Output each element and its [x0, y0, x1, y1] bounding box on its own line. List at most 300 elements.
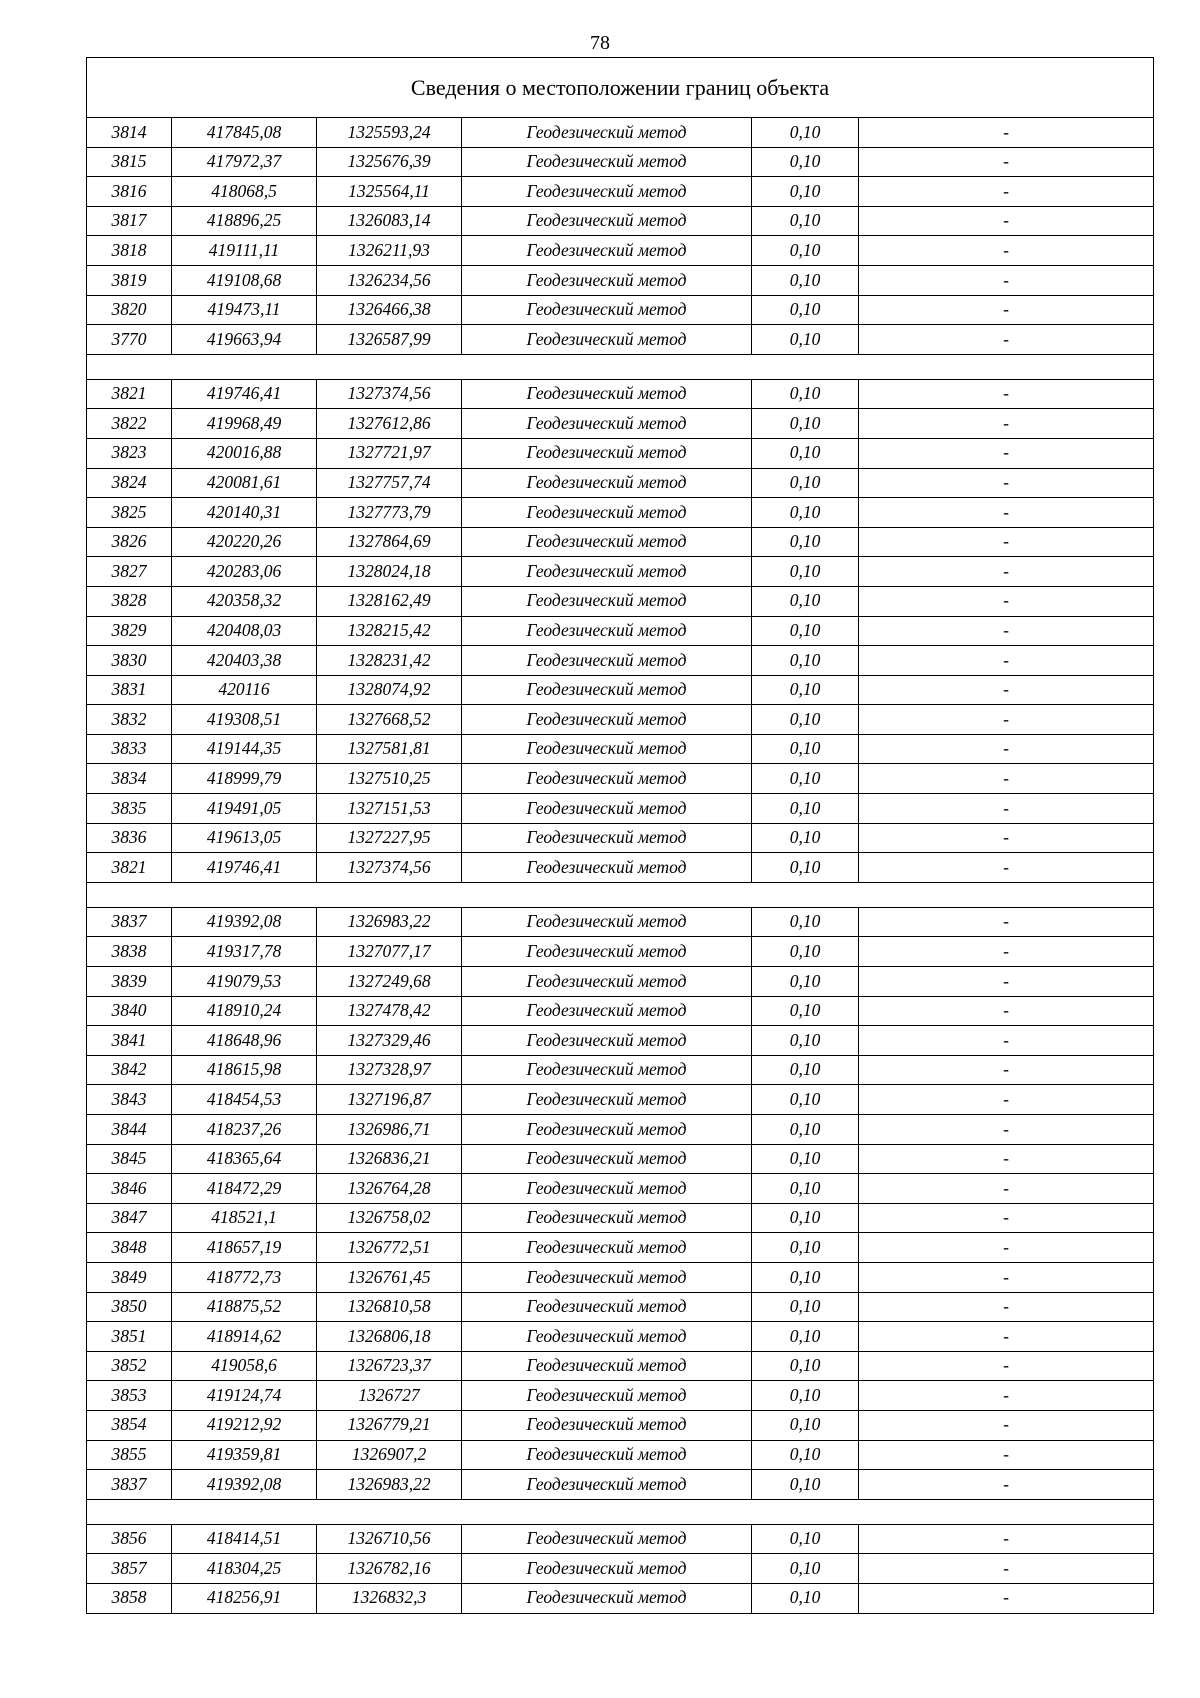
x-coordinate-cell: 418657,19 [172, 1233, 317, 1263]
description-cell: - [859, 1203, 1154, 1233]
table-row [87, 586, 1154, 616]
description-cell: - [859, 1351, 1154, 1381]
table-row [87, 1262, 1154, 1292]
description-cell: - [859, 675, 1154, 705]
x-coordinate-cell: 420140,31 [172, 498, 317, 528]
y-coordinate-cell: 1326832,3 [317, 1583, 462, 1613]
x-coordinate-cell: 419317,78 [172, 937, 317, 967]
accuracy-cell: 0,10 [752, 996, 859, 1026]
description-cell: - [859, 616, 1154, 646]
accuracy-cell: 0,10 [752, 236, 859, 266]
point-number-cell: 3841 [87, 1026, 172, 1056]
contour-separator-row [87, 1499, 1154, 1524]
y-coordinate-cell: 1327864,69 [317, 527, 462, 557]
point-number-cell: 3838 [87, 937, 172, 967]
method-cell: Геодезический метод [462, 1174, 752, 1204]
accuracy-cell: 0,10 [752, 1583, 859, 1613]
point-number-cell: 3820 [87, 295, 172, 325]
accuracy-cell: 0,10 [752, 794, 859, 824]
method-cell: Геодезический метод [462, 1026, 752, 1056]
table-row [87, 1440, 1154, 1470]
separator-cell [87, 882, 1154, 907]
x-coordinate-cell: 418472,29 [172, 1174, 317, 1204]
x-coordinate-cell: 419473,11 [172, 295, 317, 325]
table-row [87, 1115, 1154, 1145]
accuracy-cell: 0,10 [752, 438, 859, 468]
y-coordinate-cell: 1326836,21 [317, 1144, 462, 1174]
y-coordinate-cell: 1328162,49 [317, 586, 462, 616]
point-number-cell: 3846 [87, 1174, 172, 1204]
x-coordinate-cell: 418896,25 [172, 206, 317, 236]
table-row [87, 937, 1154, 967]
method-cell: Геодезический метод [462, 557, 752, 587]
accuracy-cell: 0,10 [752, 1381, 859, 1411]
accuracy-cell: 0,10 [752, 498, 859, 528]
x-coordinate-cell: 419392,08 [172, 907, 317, 937]
point-number-cell: 3845 [87, 1144, 172, 1174]
x-coordinate-cell: 418256,91 [172, 1583, 317, 1613]
description-cell: - [859, 1470, 1154, 1500]
method-cell: Геодезический метод [462, 468, 752, 498]
y-coordinate-cell: 1326083,14 [317, 206, 462, 236]
table-row [87, 409, 1154, 439]
accuracy-cell: 0,10 [752, 147, 859, 177]
y-coordinate-cell: 1327581,81 [317, 734, 462, 764]
method-cell: Геодезический метод [462, 853, 752, 883]
table-row [87, 527, 1154, 557]
method-cell: Геодезический метод [462, 1203, 752, 1233]
accuracy-cell: 0,10 [752, 1174, 859, 1204]
separator-cell [87, 1499, 1154, 1524]
point-number-cell: 3843 [87, 1085, 172, 1115]
accuracy-cell: 0,10 [752, 1470, 859, 1500]
description-cell: - [859, 764, 1154, 794]
table-row [87, 1410, 1154, 1440]
description-cell: - [859, 1115, 1154, 1145]
y-coordinate-cell: 1327077,17 [317, 937, 462, 967]
description-cell: - [859, 1524, 1154, 1554]
method-cell: Геодезический метод [462, 206, 752, 236]
description-cell: - [859, 557, 1154, 587]
separator-cell [87, 354, 1154, 379]
point-number-cell: 3848 [87, 1233, 172, 1263]
x-coordinate-cell: 418914,62 [172, 1322, 317, 1352]
table-row [87, 646, 1154, 676]
description-cell: - [859, 295, 1154, 325]
accuracy-cell: 0,10 [752, 937, 859, 967]
table-row [87, 734, 1154, 764]
table-row [87, 1233, 1154, 1263]
point-number-cell: 3821 [87, 853, 172, 883]
x-coordinate-cell: 419111,11 [172, 236, 317, 266]
description-cell: - [859, 646, 1154, 676]
table-row [87, 616, 1154, 646]
y-coordinate-cell: 1326810,58 [317, 1292, 462, 1322]
description-cell: - [859, 853, 1154, 883]
method-cell: Геодезический метод [462, 498, 752, 528]
accuracy-cell: 0,10 [752, 1026, 859, 1056]
x-coordinate-cell: 418910,24 [172, 996, 317, 1026]
table-title: Сведения о местоположении границ объекта [87, 58, 1154, 118]
point-number-cell: 3825 [87, 498, 172, 528]
x-coordinate-cell: 418772,73 [172, 1262, 317, 1292]
y-coordinate-cell: 1325593,24 [317, 118, 462, 148]
method-cell: Геодезический метод [462, 265, 752, 295]
description-cell: - [859, 1322, 1154, 1352]
method-cell: Геодезический метод [462, 1055, 752, 1085]
accuracy-cell: 0,10 [752, 646, 859, 676]
y-coordinate-cell: 1328074,92 [317, 675, 462, 705]
table-row [87, 1524, 1154, 1554]
method-cell: Геодезический метод [462, 967, 752, 997]
accuracy-cell: 0,10 [752, 177, 859, 207]
x-coordinate-cell: 419746,41 [172, 379, 317, 409]
method-cell: Геодезический метод [462, 937, 752, 967]
description-cell: - [859, 1233, 1154, 1263]
method-cell: Геодезический метод [462, 1292, 752, 1322]
table-row [87, 1554, 1154, 1584]
description-cell: - [859, 794, 1154, 824]
method-cell: Геодезический метод [462, 1233, 752, 1263]
accuracy-cell: 0,10 [752, 295, 859, 325]
method-cell: Геодезический метод [462, 379, 752, 409]
y-coordinate-cell: 1326723,37 [317, 1351, 462, 1381]
table-row [87, 325, 1154, 355]
table-row [87, 967, 1154, 997]
point-number-cell: 3844 [87, 1115, 172, 1145]
description-cell: - [859, 823, 1154, 853]
description-cell: - [859, 438, 1154, 468]
table-title-row [87, 58, 1154, 118]
point-number-cell: 3815 [87, 147, 172, 177]
accuracy-cell: 0,10 [752, 118, 859, 148]
point-number-cell: 3819 [87, 265, 172, 295]
table-row [87, 557, 1154, 587]
y-coordinate-cell: 1327773,79 [317, 498, 462, 528]
accuracy-cell: 0,10 [752, 527, 859, 557]
table-row [87, 705, 1154, 735]
method-cell: Геодезический метод [462, 1381, 752, 1411]
boundary-table-body [87, 58, 1154, 1614]
x-coordinate-cell: 419663,94 [172, 325, 317, 355]
x-coordinate-cell: 419968,49 [172, 409, 317, 439]
x-coordinate-cell: 419392,08 [172, 1470, 317, 1500]
y-coordinate-cell: 1326710,56 [317, 1524, 462, 1554]
x-coordinate-cell: 419613,05 [172, 823, 317, 853]
x-coordinate-cell: 419124,74 [172, 1381, 317, 1411]
table-row [87, 498, 1154, 528]
y-coordinate-cell: 1327478,42 [317, 996, 462, 1026]
point-number-cell: 3835 [87, 794, 172, 824]
point-number-cell: 3853 [87, 1381, 172, 1411]
y-coordinate-cell: 1326806,18 [317, 1322, 462, 1352]
description-cell: - [859, 409, 1154, 439]
table-row [87, 379, 1154, 409]
point-number-cell: 3821 [87, 379, 172, 409]
y-coordinate-cell: 1327612,86 [317, 409, 462, 439]
y-coordinate-cell: 1328024,18 [317, 557, 462, 587]
point-number-cell: 3837 [87, 1470, 172, 1500]
y-coordinate-cell: 1327510,25 [317, 764, 462, 794]
description-cell: - [859, 967, 1154, 997]
accuracy-cell: 0,10 [752, 1085, 859, 1115]
point-number-cell: 3858 [87, 1583, 172, 1613]
y-coordinate-cell: 1327757,74 [317, 468, 462, 498]
method-cell: Геодезический метод [462, 907, 752, 937]
accuracy-cell: 0,10 [752, 853, 859, 883]
method-cell: Геодезический метод [462, 1115, 752, 1145]
description-cell: - [859, 177, 1154, 207]
table-row [87, 206, 1154, 236]
x-coordinate-cell: 418999,79 [172, 764, 317, 794]
table-row [87, 1470, 1154, 1500]
table-row [87, 1174, 1154, 1204]
x-coordinate-cell: 419746,41 [172, 853, 317, 883]
table-row [87, 1292, 1154, 1322]
description-cell: - [859, 734, 1154, 764]
table-row [87, 147, 1154, 177]
point-number-cell: 3840 [87, 996, 172, 1026]
accuracy-cell: 0,10 [752, 1203, 859, 1233]
description-cell: - [859, 1554, 1154, 1584]
y-coordinate-cell: 1326782,16 [317, 1554, 462, 1584]
accuracy-cell: 0,10 [752, 1233, 859, 1263]
x-coordinate-cell: 417972,37 [172, 147, 317, 177]
accuracy-cell: 0,10 [752, 379, 859, 409]
method-cell: Геодезический метод [462, 616, 752, 646]
y-coordinate-cell: 1328215,42 [317, 616, 462, 646]
y-coordinate-cell: 1327668,52 [317, 705, 462, 735]
method-cell: Геодезический метод [462, 705, 752, 735]
point-number-cell: 3826 [87, 527, 172, 557]
x-coordinate-cell: 420408,03 [172, 616, 317, 646]
x-coordinate-cell: 418615,98 [172, 1055, 317, 1085]
method-cell: Геодезический метод [462, 1322, 752, 1352]
description-cell: - [859, 498, 1154, 528]
point-number-cell: 3849 [87, 1262, 172, 1292]
x-coordinate-cell: 419308,51 [172, 705, 317, 735]
x-coordinate-cell: 420116 [172, 675, 317, 705]
table-row [87, 1583, 1154, 1613]
method-cell: Геодезический метод [462, 1410, 752, 1440]
table-row [87, 1144, 1154, 1174]
description-cell: - [859, 325, 1154, 355]
method-cell: Геодезический метод [462, 675, 752, 705]
table-row [87, 118, 1154, 148]
description-cell: - [859, 468, 1154, 498]
y-coordinate-cell: 1327374,56 [317, 379, 462, 409]
accuracy-cell: 0,10 [752, 1554, 859, 1584]
method-cell: Геодезический метод [462, 1144, 752, 1174]
table-row [87, 907, 1154, 937]
y-coordinate-cell: 1326779,21 [317, 1410, 462, 1440]
method-cell: Геодезический метод [462, 177, 752, 207]
table-row [87, 1203, 1154, 1233]
accuracy-cell: 0,10 [752, 265, 859, 295]
accuracy-cell: 0,10 [752, 907, 859, 937]
y-coordinate-cell: 1327249,68 [317, 967, 462, 997]
accuracy-cell: 0,10 [752, 325, 859, 355]
accuracy-cell: 0,10 [752, 1322, 859, 1352]
method-cell: Геодезический метод [462, 996, 752, 1026]
y-coordinate-cell: 1326907,2 [317, 1440, 462, 1470]
point-number-cell: 3856 [87, 1524, 172, 1554]
point-number-cell: 3817 [87, 206, 172, 236]
table-row [87, 438, 1154, 468]
description-cell: - [859, 1440, 1154, 1470]
table-row [87, 1085, 1154, 1115]
method-cell: Геодезический метод [462, 438, 752, 468]
method-cell: Геодезический метод [462, 527, 752, 557]
y-coordinate-cell: 1327151,53 [317, 794, 462, 824]
method-cell: Геодезический метод [462, 118, 752, 148]
point-number-cell: 3827 [87, 557, 172, 587]
method-cell: Геодезический метод [462, 325, 752, 355]
table-row [87, 996, 1154, 1026]
description-cell: - [859, 1174, 1154, 1204]
x-coordinate-cell: 420403,38 [172, 646, 317, 676]
description-cell: - [859, 265, 1154, 295]
y-coordinate-cell: 1326986,71 [317, 1115, 462, 1145]
accuracy-cell: 0,10 [752, 1292, 859, 1322]
description-cell: - [859, 1583, 1154, 1613]
table-row [87, 236, 1154, 266]
table-row [87, 764, 1154, 794]
y-coordinate-cell: 1326211,93 [317, 236, 462, 266]
y-coordinate-cell: 1326983,22 [317, 1470, 462, 1500]
table-row [87, 265, 1154, 295]
description-cell: - [859, 527, 1154, 557]
accuracy-cell: 0,10 [752, 705, 859, 735]
point-number-cell: 3824 [87, 468, 172, 498]
accuracy-cell: 0,10 [752, 764, 859, 794]
x-coordinate-cell: 417845,08 [172, 118, 317, 148]
method-cell: Геодезический метод [462, 1351, 752, 1381]
accuracy-cell: 0,10 [752, 734, 859, 764]
x-coordinate-cell: 420283,06 [172, 557, 317, 587]
point-number-cell: 3823 [87, 438, 172, 468]
method-cell: Геодезический метод [462, 295, 752, 325]
x-coordinate-cell: 418648,96 [172, 1026, 317, 1056]
description-cell: - [859, 1292, 1154, 1322]
y-coordinate-cell: 1327721,97 [317, 438, 462, 468]
table-row [87, 675, 1154, 705]
point-number-cell: 3852 [87, 1351, 172, 1381]
y-coordinate-cell: 1327196,87 [317, 1085, 462, 1115]
description-cell: - [859, 1026, 1154, 1056]
accuracy-cell: 0,10 [752, 1115, 859, 1145]
method-cell: Геодезический метод [462, 586, 752, 616]
x-coordinate-cell: 419359,81 [172, 1440, 317, 1470]
method-cell: Геодезический метод [462, 1554, 752, 1584]
description-cell: - [859, 1410, 1154, 1440]
x-coordinate-cell: 419491,05 [172, 794, 317, 824]
table-row [87, 823, 1154, 853]
method-cell: Геодезический метод [462, 409, 752, 439]
point-number-cell: 3834 [87, 764, 172, 794]
method-cell: Геодезический метод [462, 734, 752, 764]
description-cell: - [859, 147, 1154, 177]
point-number-cell: 3851 [87, 1322, 172, 1352]
accuracy-cell: 0,10 [752, 206, 859, 236]
x-coordinate-cell: 418237,26 [172, 1115, 317, 1145]
method-cell: Геодезический метод [462, 236, 752, 266]
method-cell: Геодезический метод [462, 1524, 752, 1554]
y-coordinate-cell: 1328231,42 [317, 646, 462, 676]
accuracy-cell: 0,10 [752, 586, 859, 616]
accuracy-cell: 0,10 [752, 823, 859, 853]
point-number-cell: 3770 [87, 325, 172, 355]
x-coordinate-cell: 419108,68 [172, 265, 317, 295]
x-coordinate-cell: 419058,6 [172, 1351, 317, 1381]
accuracy-cell: 0,10 [752, 1351, 859, 1381]
description-cell: - [859, 236, 1154, 266]
y-coordinate-cell: 1327227,95 [317, 823, 462, 853]
y-coordinate-cell: 1326983,22 [317, 907, 462, 937]
method-cell: Геодезический метод [462, 823, 752, 853]
x-coordinate-cell: 419144,35 [172, 734, 317, 764]
x-coordinate-cell: 418068,5 [172, 177, 317, 207]
method-cell: Геодезический метод [462, 1262, 752, 1292]
y-coordinate-cell: 1326772,51 [317, 1233, 462, 1263]
accuracy-cell: 0,10 [752, 409, 859, 439]
point-number-cell: 3822 [87, 409, 172, 439]
point-number-cell: 3836 [87, 823, 172, 853]
description-cell: - [859, 206, 1154, 236]
accuracy-cell: 0,10 [752, 616, 859, 646]
accuracy-cell: 0,10 [752, 675, 859, 705]
accuracy-cell: 0,10 [752, 1440, 859, 1470]
y-coordinate-cell: 1327329,46 [317, 1026, 462, 1056]
accuracy-cell: 0,10 [752, 1055, 859, 1085]
x-coordinate-cell: 420220,26 [172, 527, 317, 557]
x-coordinate-cell: 418414,51 [172, 1524, 317, 1554]
table-row [87, 177, 1154, 207]
x-coordinate-cell: 418454,53 [172, 1085, 317, 1115]
y-coordinate-cell: 1326727 [317, 1381, 462, 1411]
table-row [87, 1055, 1154, 1085]
table-row [87, 295, 1154, 325]
description-cell: - [859, 1381, 1154, 1411]
x-coordinate-cell: 420016,88 [172, 438, 317, 468]
x-coordinate-cell: 418365,64 [172, 1144, 317, 1174]
y-coordinate-cell: 1326761,45 [317, 1262, 462, 1292]
accuracy-cell: 0,10 [752, 1262, 859, 1292]
point-number-cell: 3839 [87, 967, 172, 997]
method-cell: Геодезический метод [462, 646, 752, 676]
method-cell: Геодезический метод [462, 1583, 752, 1613]
point-number-cell: 3829 [87, 616, 172, 646]
point-number-cell: 3837 [87, 907, 172, 937]
table-row [87, 468, 1154, 498]
point-number-cell: 3814 [87, 118, 172, 148]
contour-separator-row [87, 882, 1154, 907]
y-coordinate-cell: 1326466,38 [317, 295, 462, 325]
point-number-cell: 3830 [87, 646, 172, 676]
y-coordinate-cell: 1325676,39 [317, 147, 462, 177]
point-number-cell: 3828 [87, 586, 172, 616]
point-number-cell: 3816 [87, 177, 172, 207]
y-coordinate-cell: 1326234,56 [317, 265, 462, 295]
accuracy-cell: 0,10 [752, 967, 859, 997]
y-coordinate-cell: 1326587,99 [317, 325, 462, 355]
x-coordinate-cell: 418521,1 [172, 1203, 317, 1233]
description-cell: - [859, 586, 1154, 616]
x-coordinate-cell: 418304,25 [172, 1554, 317, 1584]
y-coordinate-cell: 1325564,11 [317, 177, 462, 207]
point-number-cell: 3850 [87, 1292, 172, 1322]
x-coordinate-cell: 420358,32 [172, 586, 317, 616]
